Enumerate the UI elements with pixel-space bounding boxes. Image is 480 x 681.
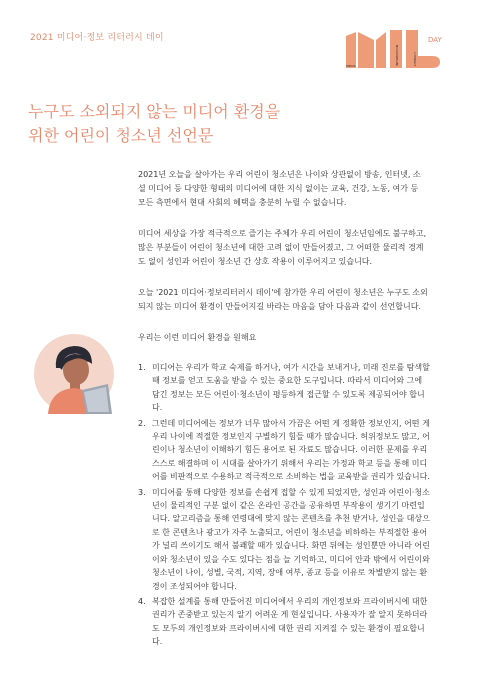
- child-at-laptop-illustration: [34, 334, 114, 414]
- list-item: [138, 417, 430, 484]
- logo-media-text: MEDIA: [346, 64, 356, 68]
- list-item: [138, 595, 430, 649]
- list-item-text: 복잡한 설계를 통해 만들어진 미디어에서 우리의 개인정보와 프라이버시에 대한 권리가 존중받고 있는지 알기 어려운 게 현실입니다. 사용자가 잘 알지 못하더라도 모두의 개인정보와 프라이버시에 대한 권리 지켜질 수 있는 환경이 필요합니다.: [152, 596, 428, 647]
- logo-day-text: DAY: [428, 36, 442, 44]
- list-subheading: 우리는 이런 미디어 환경을 원해요: [138, 333, 257, 342]
- rights-list: [138, 361, 430, 651]
- list-item-number: 1.: [138, 363, 146, 372]
- list-item: [138, 486, 430, 593]
- list-item-number: 4.: [138, 596, 146, 606]
- header-title: 2021 미디어·정보 리터러시 데이: [30, 33, 164, 43]
- intro-paragraph-1: 2021년 오늘을 살아가는 우리 어린이 청소년은 나이와 상관없이 방송, 인터넷, 소셜 미디어 등 다양한 형태의 미디어에 대한 지식 없이는 교육, 건강, 노동, 여가 등 모든 측면에서 현대 사회의 혜택을 충분히 누릴 수 없습니다.: [138, 170, 421, 207]
- logo-information-text: INFORMATION: [395, 44, 399, 66]
- list-item-number: 2.: [138, 418, 146, 428]
- list-item-text: 그런데 미디어에는 정보가 너무 많아서 가끔은 어떤 게 정확한 정보인지, 어떤 게 우리 나이에 적절한 정보인지 구별하기 힘들 때가 많습니다. 허위정보도 많고, 어린이나 청소년이 이해하기 힘든 용어로 된 자료도 많습니다. 이러한 문제를 우리 스스로 해결하며 이 시대를 살아가기 위해서 우리는 가정과 학교 등을 통해 미디어를 비판적으로 수용하고 적극적으로 소비하는 법을 교육받을 권리가 있습니다.: [152, 418, 430, 482]
- headline-line1: 누구도 소외되지 않는 미디어 환경을: [28, 102, 281, 121]
- headline: [28, 100, 280, 148]
- list-item-text: 미디어는 우리가 학교 숙제를 하거나, 여가 시간을 보내거나, 미래 진로를 탐색할 때 정보를 얻고 도움을 받을 수 있는 중요한 도구입니다. 따라서 미디어와 그에 담긴 정보는 모든 어린이·청소년이 평등하게 접근할 수 있도록 제공되어야 합니다.: [152, 363, 430, 413]
- logo-literacy-text: LITERACY: [413, 51, 417, 66]
- mil-day-logo: [346, 30, 454, 70]
- list-item: [138, 361, 430, 415]
- list-item-text: 미디어를 통해 다양한 정보를 손쉽게 접할 수 있게 되었지만, 성인과 어린이·청소년이 물리적인 구분 없이 같은 온라인 공간을 공유하면 부작용이 생기기 마련입니다. 알고리즘을 통해 연령대에 맞지 않는 콘텐츠를 추천 받거나, 성인을 대상으로 한 콘텐츠나 광고가 자주 노출되고, 어린이 청소년을 비하하는 부적절한 용어가 널리 쓰이기도 해서 불쾌할 때가 있습니다. 화면 뒤에는 성인뿐만 아니라 어린이와 청소년이 있을 수도 있다는 점을 늘 기억하고, 미디어 안과 밖에서 어린이와 청소년이 나이, 성별, 국적, 지역, 장애 여부, 종교 등을 이유로 차별받지 않는 환경이 조성되어야 합니다.: [152, 487, 430, 591]
- intro-paragraph-2: 미디어 세상을 가장 적극적으로 즐기는 주체가 우리 어린이 청소년임에도 불구하고, 많은 부분들이 어린이 청소년에 대한 고려 없이 만들어졌고, 그 어떠한 물리적 경계도 없이 성인과 어린이 청소년 간 상호 작용이 이루어지고 있습니다.: [138, 229, 427, 266]
- intro-paragraph-3: 오늘 '2021 미디어·정보리터러시 데이'에 참가한 우리 어린이 청소년은 누구도 소외되지 않는 미디어 환경이 만들어지길 바라는 마음을 담아 다음과 같이 선언합니다.: [138, 288, 428, 311]
- list-item-number: 3.: [138, 487, 146, 497]
- headline-line2: 위한 어린이 청소년 선언문: [28, 126, 214, 145]
